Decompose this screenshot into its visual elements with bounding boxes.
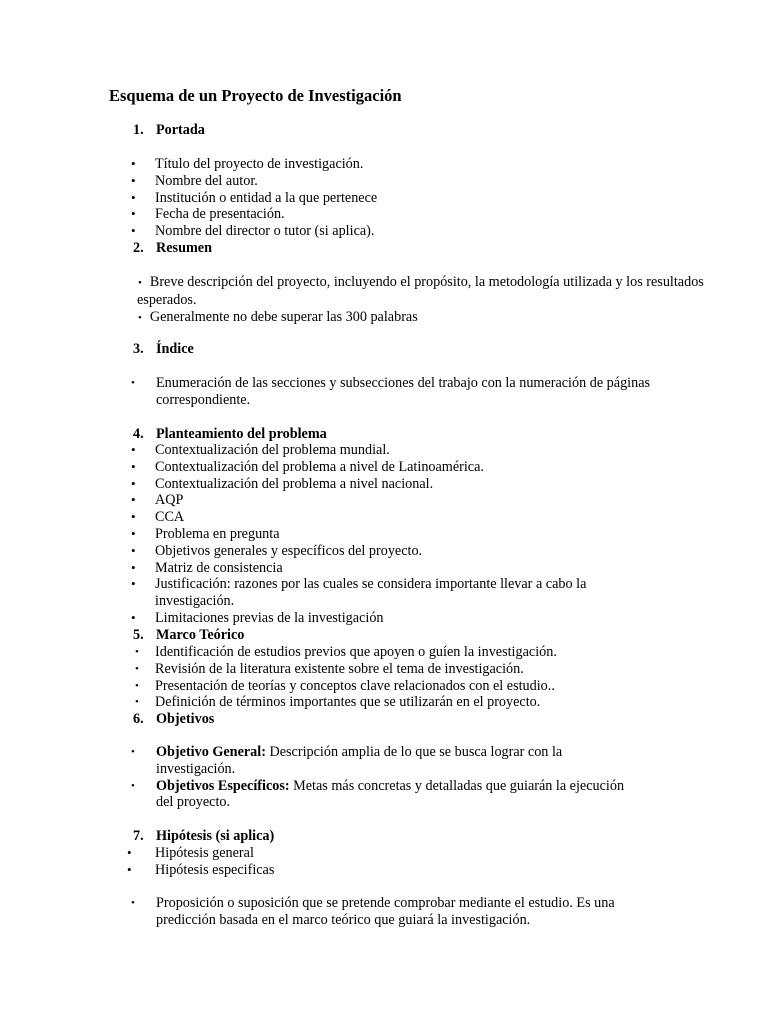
document-title: Esquema de un Proyecto de Investigación: [109, 86, 402, 105]
objective-label: Objetivo General:: [156, 744, 266, 760]
bullet-list-portada: [131, 156, 691, 240]
list-item: • Hipótesis especificas: [127, 861, 275, 878]
list-item: • Hipótesis general: [127, 845, 254, 861]
list-item: • Breve descripción del proyecto, incluyendo el propósito, la metodología utilizada y los resultados esperados.: [137, 274, 704, 308]
section-title: Resumen: [156, 240, 212, 256]
list-item: • Problema en pregunta: [131, 525, 280, 542]
bullet-icon: •: [131, 458, 136, 474]
list-item: • Presentación de teorías y conceptos clave relacionados con el estudio..: [135, 677, 555, 694]
list-item: • Objetivos generales y específicos del proyecto.: [131, 542, 423, 559]
list-item: • CCA: [131, 509, 185, 526]
bullet-list-resumen: [137, 274, 707, 326]
section-heading-portada: [133, 122, 205, 139]
bullet-icon: •: [131, 377, 135, 389]
section-number: 5.: [133, 627, 144, 643]
bullet-icon: •: [131, 509, 136, 525]
list-item: • Contextualización del problema a nivel nacional.: [131, 475, 434, 492]
bullet-icon: •: [135, 646, 139, 658]
bullet-icon: •: [135, 696, 139, 709]
bullet-list-indice: [131, 375, 651, 409]
section-title: Portada: [156, 122, 205, 138]
list-item: • Revisión de la literatura existente sobre el tema de investigación.: [135, 660, 524, 677]
bullet-icon: •: [131, 559, 136, 575]
list-item: • Contextualización del problema mundial.: [131, 442, 390, 458]
section-number: 4.: [133, 426, 144, 442]
list-item: • Generalmente no debe superar las 300 palabras: [138, 308, 418, 325]
list-item: • Nombre del autor.: [131, 172, 258, 189]
list-item: • Nombre del director o tutor (si aplica).: [131, 223, 375, 240]
section-title: Índice: [156, 341, 194, 357]
section-heading-resumen: [133, 240, 212, 257]
list-item: • Contextualización del problema a nivel de Latinoamérica.: [131, 458, 484, 475]
bullet-list-planteamiento: [131, 442, 661, 627]
section-heading-marco-teorico: [133, 627, 244, 644]
list-item: • Proposición o suposición que se pretende comprobar mediante el estudio. Es una predicción basada en el marco teórico que guiará la investigación.: [131, 895, 615, 928]
bullet-icon: •: [135, 662, 139, 675]
section-number: 3.: [133, 341, 144, 357]
bullet-list-objetivos: [131, 744, 631, 811]
section-title: Planteamiento del problema: [156, 426, 327, 442]
section-number: 1.: [133, 122, 144, 138]
bullet-list-hipotesis-description: [131, 895, 671, 929]
list-item: • Justificación: razones por las cuales se considera importante llevar a cabo la investigación.: [131, 576, 587, 610]
bullet-icon: •: [131, 475, 136, 491]
bullet-list-hipotesis: [127, 845, 627, 879]
bullet-icon: •: [138, 277, 142, 289]
section-title: Marco Teórico: [156, 627, 245, 643]
section-heading-indice: [133, 341, 194, 358]
list-item: • Objetivos Específicos: Metas más concretas y detalladas que guiarán la ejecución del proyecto.: [131, 777, 625, 811]
bullet-icon: •: [138, 311, 142, 324]
bullet-icon: •: [131, 576, 136, 592]
section-heading-hipotesis: [133, 828, 274, 845]
section-number: 2.: [133, 240, 144, 256]
bullet-icon: •: [131, 542, 136, 558]
bullet-icon: •: [131, 746, 135, 758]
bullet-icon: •: [127, 861, 132, 877]
section-title: Hipótesis (si aplica): [156, 828, 275, 844]
list-item: • Identificación de estudios previos que apoyen o guíen la investigación.: [135, 644, 557, 660]
bullet-icon: •: [131, 172, 136, 188]
list-item: • Limitaciones previas de la investigación: [131, 609, 384, 626]
bullet-icon: •: [131, 442, 136, 457]
list-item: • AQP: [131, 492, 184, 509]
bullet-icon: •: [131, 223, 136, 239]
bullet-icon: •: [131, 156, 136, 171]
bullet-icon: •: [131, 525, 136, 541]
bullet-icon: •: [131, 206, 136, 222]
list-item: • Institución o entidad a la que pertenece: [131, 189, 378, 206]
section-heading-planteamiento: [133, 426, 327, 443]
bullet-icon: •: [131, 609, 136, 625]
bullet-icon: •: [127, 845, 132, 860]
list-item: • Enumeración de las secciones y subsecciones del trabajo con la numeración de páginas correspondiente.: [131, 375, 651, 408]
list-item: • Matriz de consistencia: [131, 559, 283, 576]
section-number: 7.: [133, 828, 144, 844]
objective-label: Objetivos Específicos:: [156, 777, 290, 794]
list-item: • Título del proyecto de investigación.: [131, 156, 364, 172]
bullet-icon: •: [131, 779, 135, 792]
section-heading-objetivos: [133, 711, 214, 728]
section-number: 6.: [133, 711, 144, 727]
bullet-icon: •: [131, 897, 135, 909]
bullet-icon: •: [131, 492, 136, 508]
section-title: Objetivos: [156, 711, 215, 727]
list-item: • Fecha de presentación.: [131, 206, 285, 223]
list-item: • Definición de términos importantes que se utilizarán en el proyecto.: [135, 694, 541, 711]
bullet-icon: •: [135, 679, 139, 692]
bullet-icon: •: [131, 189, 136, 205]
bullet-list-marco-teorico: [135, 644, 695, 711]
list-item: • Objetivo General: Descripción amplia de lo que se busca lograr con la investigación.: [131, 744, 563, 777]
